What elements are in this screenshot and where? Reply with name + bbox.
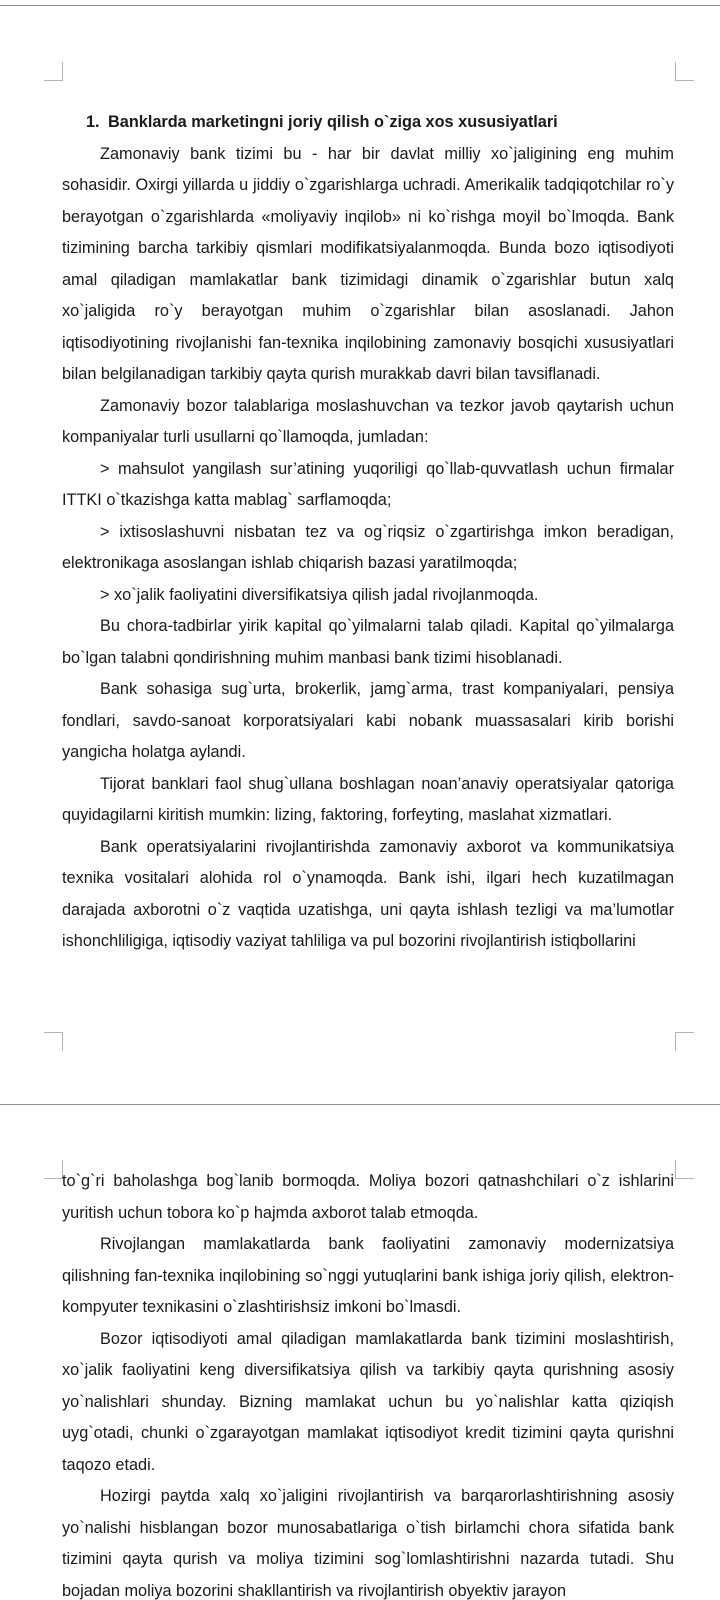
- paragraph: Zamonaviy bank tizimi bu - har bir davlat milliy xo`jaligining eng muhim sohasidir. Oxirgi yillarda u jiddiy o`zgarishlarga uchradi. Amerikalik tadqiqotchilar ro`y berayotgan o`zgarishlarda «moliyaviy inqilob» ni ko`rishga moyil bo`lmoqda. Bank tizimining barcha tarkibiy qismlari modifikatsiyalanmoqda. Bunda bozo iqtisodiyoti amal qiladigan mamlakatlar bank tizimidagi dinamik o`zgarishlar butun xalq xo`jaligida ro`y berayotgan muhim o`zgarishlar bilan asoslanadi. Jahon iqtisodiyotining rivojlanishi fan-texnika inqilobining zamonaviy bosqichi xususiyatlari bilan belgilanadigan tarkibiy qayta qurish murakkab davri bilan tavsiflanadi.: [62, 144, 674, 383]
- paragraph: Rivojlangan mamlakatlarda bank faoliyatini zamonaviy modernizatsiya qilishning fan-texnika inqilobining so`nggi yutuqlarini bank ishiga joriy qilish, elektron-kompyuter texnikasini o`zlashtirishsiz imkoni bo`lmasdi.: [62, 1235, 674, 1316]
- list-item: > ixtisoslashuvni nisbatan tez va og`riqsiz o`zgartirishga imkon beradigan, elektronikaga asoslangan ishlab chiqarish bazasi yaratilmoqda;: [62, 522, 674, 572]
- page-1-body: [62, 107, 674, 958]
- margin-corner-bottom-left: [44, 1032, 63, 1051]
- paragraph: Bank sohasiga sug`urta, brokerlik, jamg`arma, trast kompaniyalari, pensiya fondlari, savdo-sanoat korporatsiyalari kabi nobank muassasalari kirib borishi yangicha holatga aylandi.: [62, 680, 674, 761]
- paragraph: Bozor iqtisodiyoti amal qiladigan mamlakatlarda bank tizimini moslashtirish, xo`jalik faoliyatini keng diversifikatsiya qilish va tarkibiy qayta qurishning asosiy yo`nalishlari shunday. Bizning mamlakat uchun bu yo`nalishlar katta qiziqish uyg`otadi, chunki o`zgarayotgan mamlakat iqtisodiyot kredit tizimini qayta qurishni taqozo etadi.: [62, 1329, 674, 1474]
- margin-corner-top-left: [44, 62, 63, 81]
- list-item: > xo`jalik faoliyatini diversifikatsiya qilish jadal rivojlanmoqda.: [100, 585, 539, 604]
- paragraph: Hozirgi paytda xalq xo`jaligini rivojlantirish va barqarorlashtirishning asosiy yo`nalishi hisblangan bozor munosabatlariga o`tish birlamchi chora sifatida bank tizimini qayta qurish va moliya tizimini sog`lomlashtirishni nazarda tutadi. Shu bojadan moliya bozorini shakllantirish va rivojlantirish obyektiv jarayon: [62, 1487, 674, 1600]
- page-top-border: [0, 5, 720, 6]
- margin-corner-top-right: [675, 62, 694, 81]
- margin-corner-bottom-right: [675, 1032, 694, 1051]
- paragraph: Zamonaviy bozor talablariga moslashuvchan va tezkor javob qaytarish uchun kompaniyalar turli usullarni qo`llamoqda, jumladan:: [62, 396, 674, 446]
- paragraph: Tijorat banklari faol shug`ullana boshlagan noan’anaviy operatsiyalar qatoriga quyidagilarni kiritish mumkin: lizing, faktoring, forfeyting, maslahat xizmatlari.: [62, 774, 674, 824]
- paragraph: Bu chora-tadbirlar yirik kapital qo`yilmalarni talab qiladi. Kapital qo`yilmalarga bo`lgan talabni qondirishning muhim manbasi bank tizimi hisoblanadi.: [62, 617, 674, 667]
- list-item: > mahsulot yangilash sur’atining yuqoriligi qo`llab-quvvatlash uchun firmalar ITTKI o`tkazishga katta mablag` sarflamoqda;: [62, 459, 674, 509]
- heading-number: 1.: [86, 113, 100, 131]
- page-2-body: [62, 1166, 674, 1600]
- paragraph-continuation: to`g`ri baholashga bog`lanib bormoqda. Moliya bozori qatnashchilari o`z ishlarini yuritish uchun tobora ko`p hajmda axborot talab etmoqda.: [62, 1172, 674, 1222]
- heading-text: Banklarda marketingni joriy qilish o`ziga xos xususiyatlari: [108, 113, 558, 131]
- page-1: [0, 100, 720, 1014]
- page-break-separator: [0, 1104, 720, 1105]
- section-heading: [62, 107, 674, 139]
- paragraph: Bank operatsiyalarini rivojlantirishda zamonaviy axborot va kommunikatsiya texnika vositalari alohida rol o`ynamoqda. Bank ishi, ilgari hech kuzatilmagan darajada axborotni o`z vaqtida uzatishga, uni qayta ishlash tezligi va ma’lumotlar ishonchliligiga, iqtisodiy vaziyat tahliliga va pul bozorini rivojlantirish istiqbollarini: [62, 837, 674, 950]
- page-2: [0, 1166, 720, 1600]
